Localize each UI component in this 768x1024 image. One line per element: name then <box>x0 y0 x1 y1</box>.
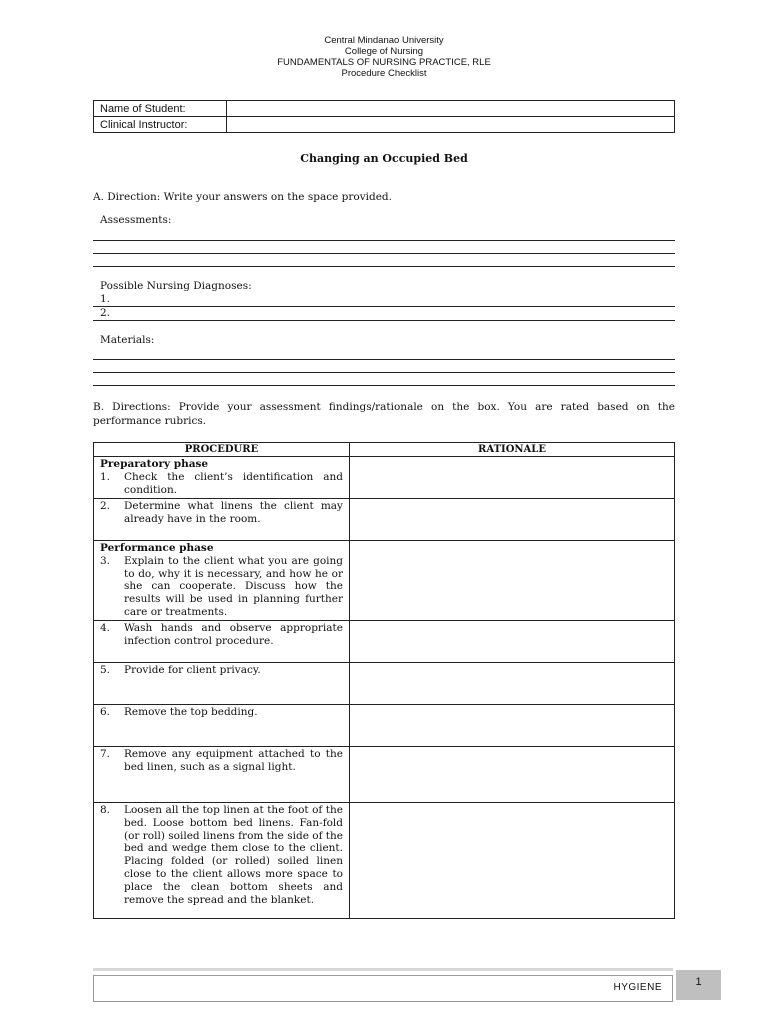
procedure-column-header: PROCEDURE <box>94 443 350 457</box>
instructor-row <box>94 117 675 133</box>
table-row <box>94 705 675 747</box>
page-number: 1 <box>695 976 702 988</box>
step-number: 3. <box>100 554 111 567</box>
step-text: Determine what linens the client may already have in the room. <box>124 500 343 525</box>
step-number: 4. <box>100 622 111 634</box>
table-row <box>94 747 675 803</box>
document-type: Procedure Checklist <box>341 68 427 79</box>
page-title: Changing an Occupied Bed <box>300 152 468 165</box>
rationale-cell[interactable] <box>350 803 675 919</box>
table-row <box>94 621 675 663</box>
procedure-step <box>100 471 343 497</box>
step-text: Loosen all the top linen at the foot of the bed. Loose bottom bed linens. Fan-fold (or roll) soiled linens from the side of the bed and wedge them close to the client. Placing folded (or rolled) soiled linen close to the client allows more space to place the clean bottom sheets and remove the spread and the blanket. <box>124 804 343 906</box>
rationale-cell[interactable] <box>350 705 675 747</box>
procedure-step <box>100 804 343 906</box>
materials-answer-line[interactable] <box>93 385 675 386</box>
course-name: FUNDAMENTALS OF NURSING PRACTICE, RLE <box>277 57 491 68</box>
rationale-cell[interactable] <box>350 663 675 705</box>
procedure-cell <box>94 621 350 663</box>
clinical-instructor-label: Clinical Instructor: <box>94 117 227 133</box>
page-number-box <box>676 970 721 1000</box>
table-row <box>94 499 675 541</box>
college-name: College of Nursing <box>344 46 424 57</box>
rationale-cell[interactable] <box>350 747 675 803</box>
rationale-cell[interactable] <box>350 621 675 663</box>
preparatory-phase-heading: Preparatory phase <box>100 458 209 470</box>
materials-answer-line[interactable] <box>93 372 675 373</box>
footer-divider <box>93 968 673 971</box>
procedure-cell <box>94 541 350 621</box>
step-number: 7. <box>100 748 111 760</box>
step-text: Wash hands and observe appropriate infection control procedure. <box>124 622 343 647</box>
step-number: 6. <box>100 706 111 718</box>
procedure-cell <box>94 747 350 803</box>
step-number: 1. <box>100 470 111 483</box>
step-text: Explain to the client what you are going to do, why it is necessary, and how he or she can cooperate. Discuss how the results will be used in planning further care or treatments. <box>124 554 343 618</box>
procedure-step <box>100 664 343 677</box>
procedure-step <box>100 555 343 619</box>
diagnoses-label: Possible Nursing Diagnoses: <box>100 280 252 292</box>
university-name: Central Mindanao University <box>324 35 444 46</box>
student-info-table <box>93 100 675 133</box>
materials-label: Materials: <box>100 334 155 346</box>
student-name-label: Name of Student: <box>94 101 227 117</box>
student-name-field[interactable] <box>227 101 675 117</box>
table-row <box>94 541 675 621</box>
procedure-checklist-table <box>93 442 675 919</box>
procedure-cell <box>94 705 350 747</box>
procedure-step <box>100 500 343 526</box>
procedure-cell <box>94 663 350 705</box>
procedure-cell <box>94 457 350 499</box>
step-number: 8. <box>100 804 111 816</box>
procedure-step <box>100 706 343 719</box>
diagnosis-answer-line[interactable] <box>93 320 675 321</box>
footer-box <box>93 975 673 1002</box>
rationale-cell[interactable] <box>350 499 675 541</box>
table-row <box>94 663 675 705</box>
assessment-answer-line[interactable] <box>93 253 675 254</box>
step-number: 5. <box>100 664 111 676</box>
performance-phase-heading: Performance phase <box>100 542 214 554</box>
rationale-cell[interactable] <box>350 457 675 499</box>
student-row <box>94 101 675 117</box>
direction-a: A. Direction: Write your answers on the space provided. <box>93 191 392 203</box>
procedure-cell <box>94 803 350 919</box>
procedure-step <box>100 748 343 774</box>
table-row <box>94 457 675 499</box>
step-text: Provide for client privacy. <box>124 664 261 676</box>
table-row <box>94 803 675 919</box>
step-text: Remove any equipment attached to the bed linen, such as a signal light. <box>124 748 343 773</box>
diagnosis-2-number: 2. <box>100 307 111 319</box>
procedure-cell <box>94 499 350 541</box>
document-header <box>0 35 768 79</box>
footer-section-label: HYGIENE <box>613 982 662 993</box>
assessment-answer-line[interactable] <box>93 240 675 241</box>
assessments-label: Assessments: <box>100 214 172 226</box>
diagnosis-answer-line[interactable] <box>93 306 675 307</box>
step-text: Check the client’s identification and condition. <box>124 470 343 496</box>
direction-b: B. Directions: Provide your assessment findings/rationale on the box. You are rated based on the performance rubrics. <box>93 401 675 427</box>
rationale-column-header: RATIONALE <box>350 443 675 457</box>
materials-answer-line[interactable] <box>93 359 675 360</box>
step-text: Remove the top bedding. <box>124 706 258 718</box>
step-number: 2. <box>100 500 111 512</box>
diagnosis-1-number: 1. <box>100 293 111 305</box>
clinical-instructor-field[interactable] <box>227 117 675 133</box>
rationale-cell[interactable] <box>350 541 675 621</box>
assessment-answer-line[interactable] <box>93 266 675 267</box>
table-header-row <box>94 443 675 457</box>
procedure-step <box>100 622 343 648</box>
